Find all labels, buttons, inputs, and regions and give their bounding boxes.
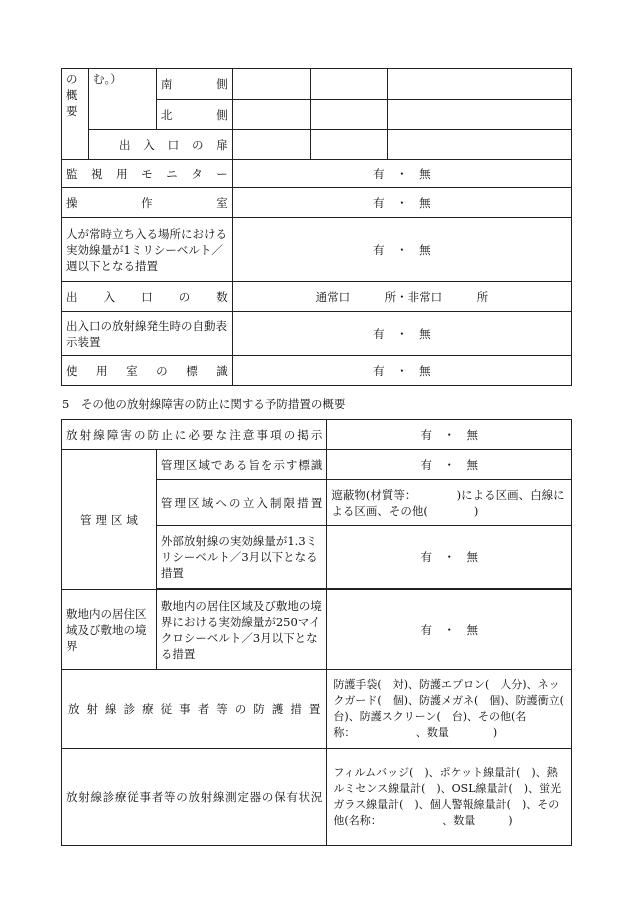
monitor-value: 有 ・ 無 bbox=[232, 160, 571, 188]
south-label: 南 側 bbox=[156, 69, 232, 100]
control-area-label: 管理区域 bbox=[62, 450, 157, 590]
door-label: 出入口の扉 bbox=[88, 130, 232, 160]
notice-label: 放射線障害の防止に必要な注意事項の掲示 bbox=[62, 420, 327, 450]
ca-sign-value: 有 ・ 無 bbox=[327, 450, 572, 480]
dosimeter-value: フィルムバッジ( )、ポケット線量計( )、熱ルミセンス線量計( )、OSL線量計( )、蛍光ガラス線量計( )、個人警報線量計( )、その他(名称： 、数量 ) bbox=[327, 749, 572, 846]
entrance-count-value: 通常口 所・非常口 所 bbox=[232, 282, 571, 312]
residential-value: 有 ・ 無 bbox=[327, 590, 572, 670]
weekly-dose-measure-value: 有 ・ 無 bbox=[232, 218, 571, 282]
weekly-dose-measure-label: 人が常時立ち入る場所における実効線量が1ミリシーベルト／週以下となる措置 bbox=[62, 218, 233, 282]
facility-table bbox=[61, 68, 572, 386]
door-cell-2 bbox=[310, 130, 388, 160]
door-cell-3 bbox=[388, 130, 572, 160]
prevention-table bbox=[61, 419, 575, 846]
section-5-title: 5 その他の放射線障害の防止に関する予防措置の概要 bbox=[62, 397, 346, 411]
dosimeter-label: 放射線診療従事者等の放射線測定器の保有状況 bbox=[62, 749, 327, 846]
door-cell-1 bbox=[232, 130, 310, 160]
ca-sign-label: 管理区域である旨を示す標識 bbox=[156, 450, 327, 480]
auto-display-label: 出入口の放射線発生時の自動表示装置 bbox=[62, 312, 233, 356]
overview-label: の 概 要 bbox=[62, 69, 89, 160]
control-room-value: 有 ・ 無 bbox=[232, 188, 571, 218]
ca-external-value: 有 ・ 無 bbox=[327, 526, 572, 589]
ca-external-label: 外部放射線の実効線量が1.3ミリシーベルト／3月以下となる措置 bbox=[156, 526, 327, 589]
north-cell-2 bbox=[310, 100, 388, 130]
residential-measure-label: 敷地内の居住区域及び敷地の境界における実効線量が250マイクロシーベルト／3月以下となる措置 bbox=[156, 590, 327, 670]
south-cell-3 bbox=[388, 69, 572, 100]
room-sign-label: 使用室の標識 bbox=[62, 356, 233, 386]
auto-display-value: 有 ・ 無 bbox=[232, 312, 571, 356]
ca-restrict-value: 遮蔽物(材質等： )による区画、白線による区画、その他( ) bbox=[327, 480, 572, 526]
north-cell-1 bbox=[232, 100, 310, 130]
protection-value: 防護手袋( 対)、防護エプロン( 人分)、ネックガード( 個)、防護メガネ( 個)、防護衝立( 台)、防護スクリーン( 台)、その他(名称： 、数量 ) bbox=[327, 670, 572, 749]
ca-restrict-label: 管理区域への立入制限措置 bbox=[156, 480, 327, 526]
notice-value: 有 ・ 無 bbox=[327, 420, 572, 450]
room-sign-value: 有 ・ 無 bbox=[232, 356, 571, 386]
entrance-count-label: 出入口の数 bbox=[62, 282, 233, 312]
south-cell-1 bbox=[232, 69, 310, 100]
residential-label: 敷地内の居住区域及び敷地の境界 bbox=[62, 590, 157, 670]
south-cell-2 bbox=[310, 69, 388, 100]
control-room-label: 操作室 bbox=[62, 188, 233, 218]
protection-label: 放射線診療従事者等の防護措置 bbox=[62, 670, 327, 749]
overview-note: む。） bbox=[88, 69, 156, 130]
north-label: 北 側 bbox=[156, 100, 232, 130]
monitor-label: 監視用モニター bbox=[62, 160, 233, 188]
north-cell-3 bbox=[388, 100, 572, 130]
